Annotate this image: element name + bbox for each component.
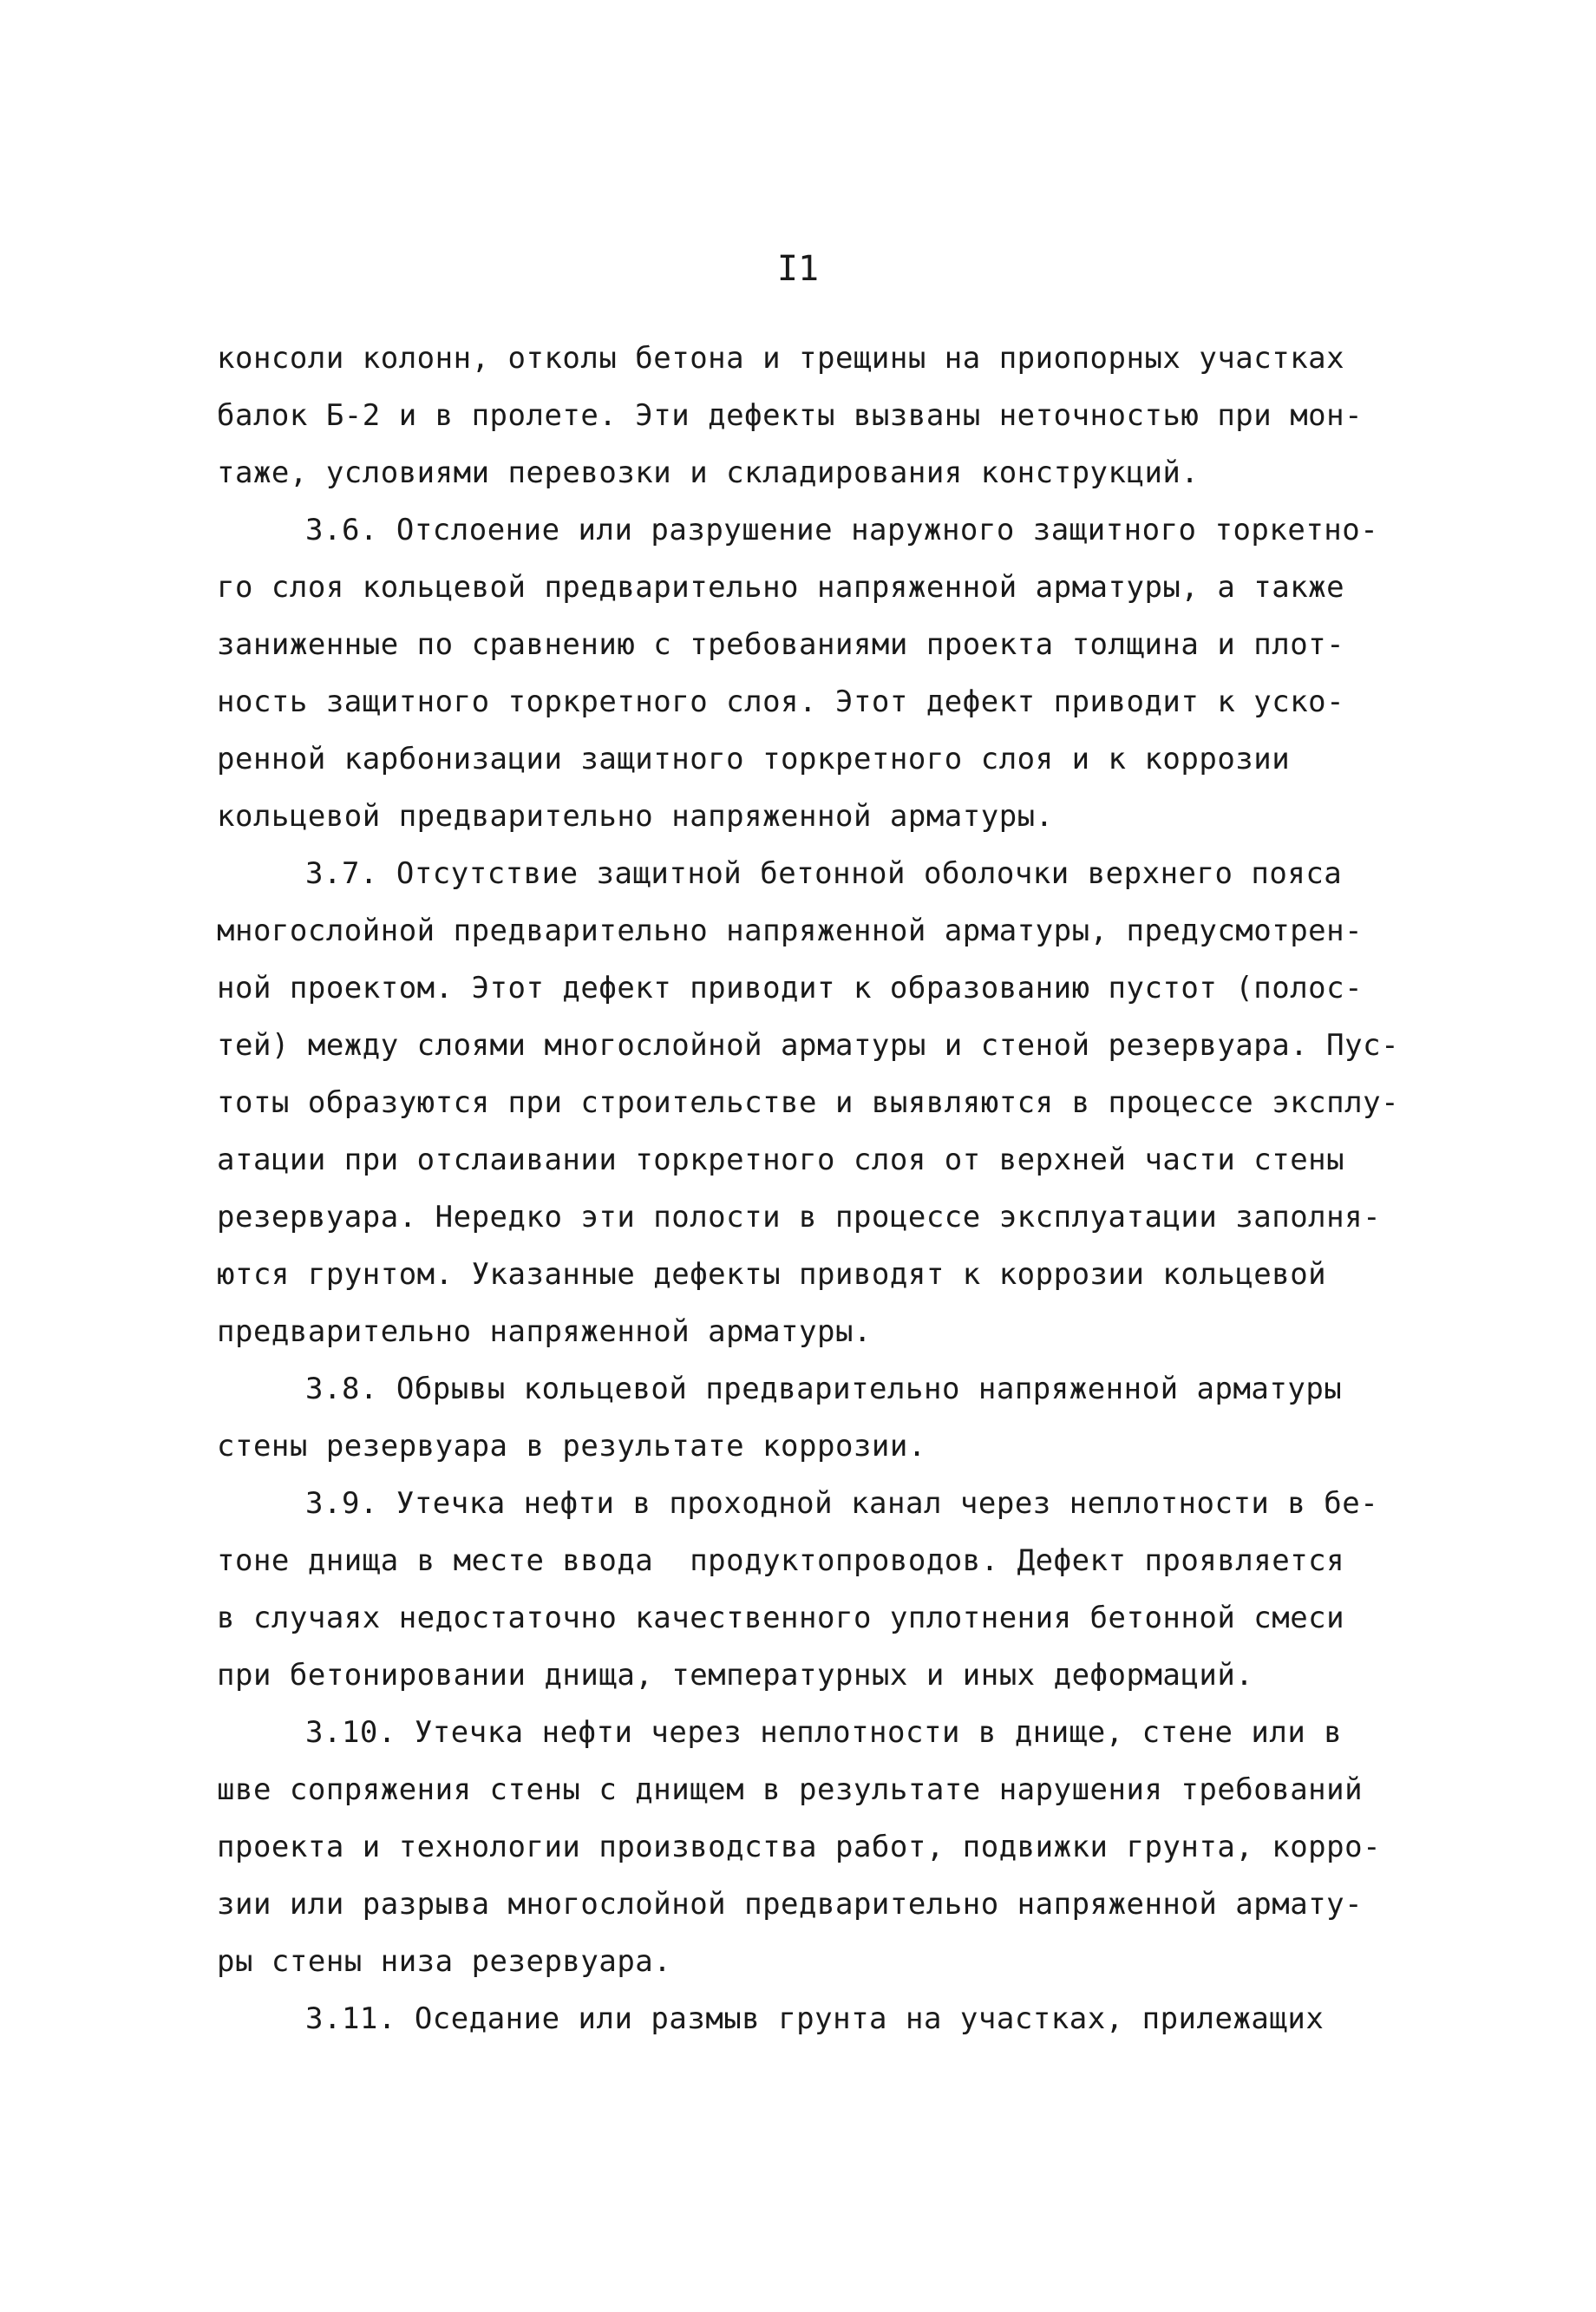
paragraph-3-9-start: 3.9. Утечка нефти в проходной канал через неплотности в бе- xyxy=(305,1486,1379,1521)
paragraph-3-11-start: 3.11. Оседание или размыв грунта на участках, прилежащих xyxy=(305,2001,1325,2036)
text-line: предварительно напряженной арматуры. xyxy=(217,1314,872,1349)
text-line: проекта и технологии производства работ, подвижки грунта, корро- xyxy=(217,1830,1382,1864)
text-line: ной проектом. Этот дефект приводит к образованию пустот (полос- xyxy=(217,971,1364,1005)
text-line: атации при отслаивании торкретного слоя от верхней части стены xyxy=(217,1143,1345,1177)
text-line: в случаях недостаточно качественного уплотнения бетонной смеси xyxy=(217,1601,1345,1635)
text-line: зии или разрыва многослойной предварительно напряженной армату- xyxy=(217,1887,1364,1922)
text-line: тей) между слоями многослойной арматуры и стеной резервуара. Пус- xyxy=(217,1028,1400,1063)
paragraph-3-8-start: 3.8. Обрывы кольцевой предварительно напряженной арматуры xyxy=(305,1372,1343,1406)
text-line: ность защитного торкретного слоя. Этот дефект приводит к уско- xyxy=(217,684,1345,719)
body-text xyxy=(217,330,1400,2047)
text-line: ренной карбонизации защитного торкретного слоя и к коррозии xyxy=(217,742,1291,776)
text-line: ры стены низа резервуара. xyxy=(217,1944,672,1979)
text-line: ются грунтом. Указанные дефекты приводят к коррозии кольцевой xyxy=(217,1257,1327,1292)
text-line: заниженные по сравнению с требованиями проекта толщина и плот- xyxy=(217,627,1345,662)
text-line: стены резервуара в результате коррозии. xyxy=(217,1429,926,1464)
text-line: го слоя кольцевой предварительно напряженной арматуры, а также xyxy=(217,570,1345,605)
paragraph-3-10-start: 3.10. Утечка нефти через неплотности в днище, стене или в xyxy=(305,1715,1343,1750)
paragraph-3-6-start: 3.6. Отслоение или разрушение наружного защитного торкетно- xyxy=(305,513,1379,547)
text-line: резервуара. Нередко эти полости в процессе эксплуатации заполня- xyxy=(217,1200,1382,1235)
text-line: многослойной предварительно напряженной арматуры, предусмотрен- xyxy=(217,914,1364,948)
text-line: тоты образуются при строительстве и выявляются в процессе эксплу- xyxy=(217,1085,1400,1120)
paragraph-3-7-start: 3.7. Отсутствие защитной бетонной оболочки верхнего пояса xyxy=(305,856,1343,891)
text-line: таже, условиями перевозки и складирования конструкций. xyxy=(217,455,1200,490)
text-line: балок Б-2 и в пролете. Эти дефекты вызваны неточностью при мон- xyxy=(217,398,1364,433)
text-line: консоли колонн, отколы бетона и трещины на приопорных участках xyxy=(217,341,1345,376)
text-line: при бетонировании днища, температурных и иных деформаций. xyxy=(217,1658,1254,1693)
text-line: тоне днища в месте ввода продуктопроводов. Дефект проявляется xyxy=(217,1543,1345,1578)
text-line: кольцевой предварительно напряженной арматуры. xyxy=(217,799,1054,834)
page-number: I1 xyxy=(776,249,820,289)
text-line: шве сопряжения стены с днищем в результате нарушения требований xyxy=(217,1772,1364,1807)
